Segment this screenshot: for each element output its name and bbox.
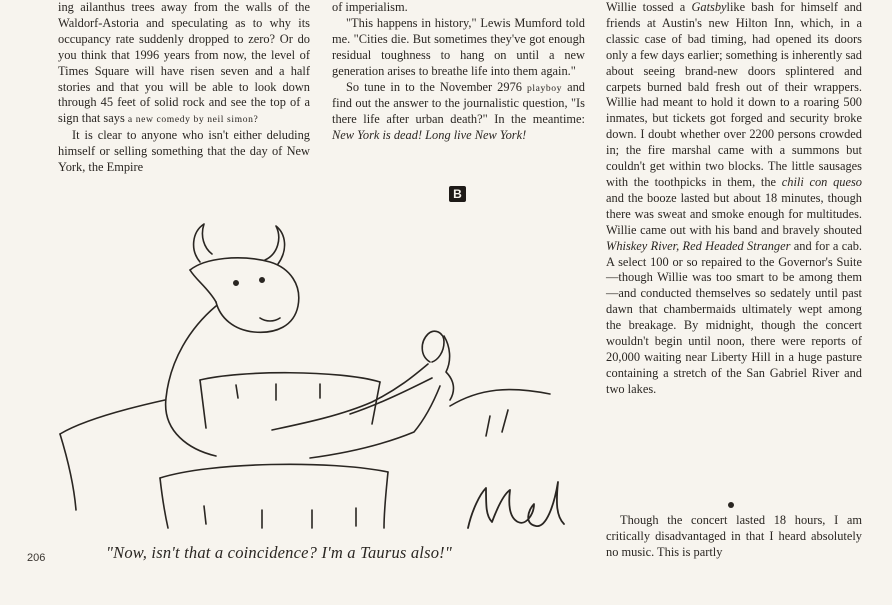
body-paragraph: ing ailanthus trees away from the walls of the Waldorf-Astoria and speculating as to why its occupancy rate suddenly dropped to zero? Or do you think that 1996 years from now, the level of Times Square will have risen seven and a half stories and that you will be able to look down through 45 feet of solid rock and see the top of a sign that says a new comedy by neil simon? (58, 0, 310, 126)
body-paragraph: "This happens in history," Lewis Mumford told me. "Cities die. But sometimes they've got enough residual toughness to hang on until a new generation arises to breathe life into them again." (332, 15, 585, 78)
cartoon-illustration (40, 210, 595, 540)
article-column-3-continuation (606, 513, 862, 561)
body-paragraph: Willie tossed a Gatsbylike bash for himself and friends at Austin's new Hilton Inn, which, in a classic case of bad timing, had opened its doors only a few days earlier; something is inherently sad about seeing brand-new doors splintered and carpets burned bald fresh out of their wrappers. Willie had meant to hold it down to a roaring 500 inmates, but tickets got forged and security broke down. I doubt whether over 2200 persons crowded in; the fire marshal came with a summons but couldn't get within two blocks. The little sausages with the toothpicks in them, the chili con queso and the booze lasted but about 18 minutes, though there was sweat and smoke enough for multitudes. Willie came out with his band and bravely shouted Whiskey River, Red Headed Stranger and for a cab. A select 100 or so repaired to the Governor's Suite—though Willie was too smart to be among them—and conducted themselves so sedately until past dawn that chambermaids ultimately wept among the breakage. By midnight, though the concert wouldn't begin until noon, there were reports of 20,000 waiting near Liberty Hill in a huge pasture containing a stretch of the San Gabriel River and two lakes. (606, 0, 863, 396)
body-paragraph: Though the concert lasted 18 hours, I am critically disadvantaged in that I heard absolutely no music. This is partly (606, 513, 862, 559)
article-column-3 (606, 0, 862, 398)
end-of-article-mark: B (449, 186, 466, 202)
italic-closing-line: New York is dead! Long live New York! (332, 128, 527, 143)
section-bullet (728, 502, 734, 508)
body-paragraph: It is clear to anyone who isn't either deluding himself or selling something that the day of New York, the Empire (58, 128, 310, 175)
article-column-1 (58, 0, 310, 176)
small-caps-text: a new comedy by neil simon? (127, 114, 259, 126)
body-paragraph: of imperialism. (332, 0, 408, 14)
article-column-2 (332, 0, 585, 144)
body-paragraph: So tune in to the November 2976 playboy and find out the answer to the journalistic question, "Is there life after urban death?" In the meantime: New York is dead! Long live New York! (332, 79, 585, 143)
small-caps-text: playboy (526, 82, 563, 94)
cartoon-caption: "Now, isn't that a coincidence? I'm a Taurus also!" (106, 543, 452, 562)
page-number: 206 (27, 552, 46, 564)
